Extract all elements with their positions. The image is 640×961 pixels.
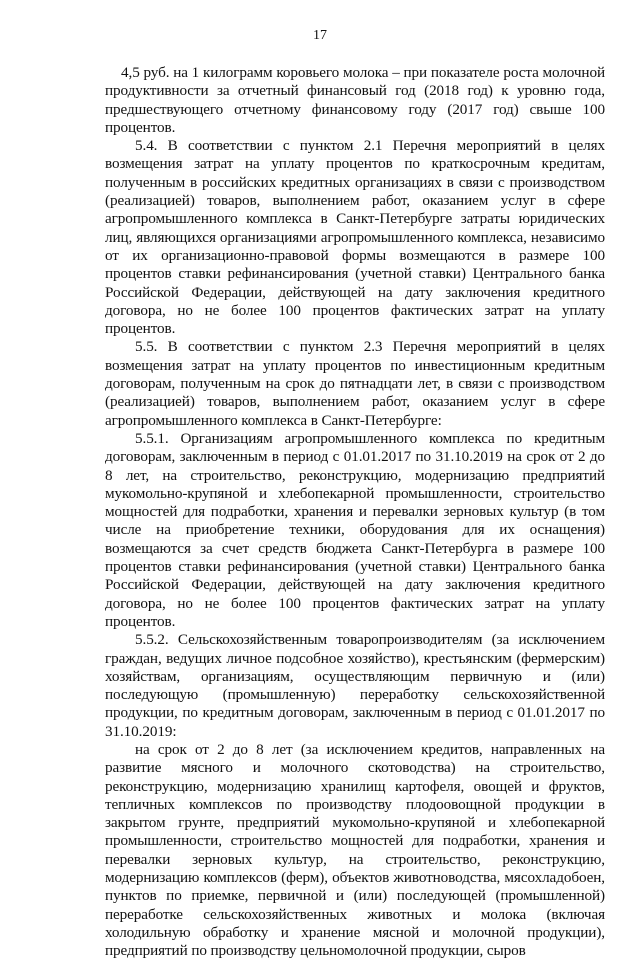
paragraph-2-to-8-years: на срок от 2 до 8 лет (за исключением кредитов, направленных на развитие мясного и молочного скотоводства) на строительство, реконструкцию, модернизацию хранилищ картофеля, овощей и фруктов, тепличных комплексов по производству плодоовощной продукции в закрытом грунте, предприятий мукомольно-крупяной и хлебопекарной промышленности, строительство мощностей для подработки, хранения и перевалки зерновых культур, на строительство, реконструкцию, модернизацию комплексов (ферм), объектов животноводства, мясохладобоен, пунктов по приемке, первичной и (или) последующей (промышленной) переработке сельскохозяйственных животных и молока (включая холодильную обработку и хранение мясной и молочной продукции), предприятий по производству цельномолочной продукции, сыров: [105, 740, 605, 960]
paragraph-5-5-2: 5.5.2. Сельскохозяйственным товаропроизводителям (за исключением граждан, ведущих личное подсобное хозяйство), крестьянским (фермерским) хозяйствам, организациям, осуществляющим первичную и (или) последующую (промышленную) переработку сельскохозяйственной продукции, по кредитным договорам, заключенным в период с 01.01.2017 по 31.10.2019:: [105, 631, 605, 740]
paragraph-5-5-1: 5.5.1. Организациям агропромышленного комплекса по кредитным договорам, заключенным в период с 01.01.2017 по 31.10.2019 на срок от 2 до 8 лет, на строительство, реконструкцию, модернизацию предприятий мукомольно-крупяной и хлебопекарной промышленности, строительство мощностей для подработки, хранения и перевалки зерновых культур (в том числе на приобретение техники, оборудования для их оснащения) возмещаются за счет средств бюджета Санкт-Петербурга в размере 100 процентов ставки рефинансирования (учетной ставки) Центрального банка Российской Федерации, действующей на дату заключения кредитного договора, но не более 100 процентов фактических затрат на уплату процентов.: [105, 429, 605, 630]
paragraph-5-4: 5.4. В соответствии с пунктом 2.1 Перечня мероприятий в целях возмещения затрат на уплату процентов по краткосрочным кредитам, полученным в российских кредитных организациях в связи с производством (реализацией) товаров, выполнением работ, оказанием услуг в сфере агропромышленного комплекса в Санкт-Петербурге затраты юридических лиц, являющихся организациями агропромышленного комплекса, независимо от их организационно-правовой формы возмещаются в размере 100 процентов ставки рефинансирования (учетной ставки) Центрального банка Российской Федерации, действующей на дату заключения кредитного договора, но не более 100 процентов фактических затрат на уплату процентов.: [105, 137, 605, 338]
document-body: [105, 64, 605, 961]
paragraph-5-5: 5.5. В соответствии с пунктом 2.3 Перечня мероприятий в целях возмещения затрат на уплату процентов по инвестиционным кредитным договорам, полученным на срок до пятнадцати лет, в связи с производством (реализацией) товаров, выполнением работ, оказанием услуг в сфере агропромышленного комплекса в Санкт-Петербурге:: [105, 338, 605, 429]
page-number: 17: [313, 28, 327, 43]
paragraph-milk-subsidy-rate: 4,5 руб. на 1 килограмм коровьего молока – при показателе роста молочной продуктивности за отчетный финансовый год (2018 год) к уровню года, предшествующего отчетному финансовому году (2017 год) свыше 100 процентов.: [105, 64, 605, 136]
